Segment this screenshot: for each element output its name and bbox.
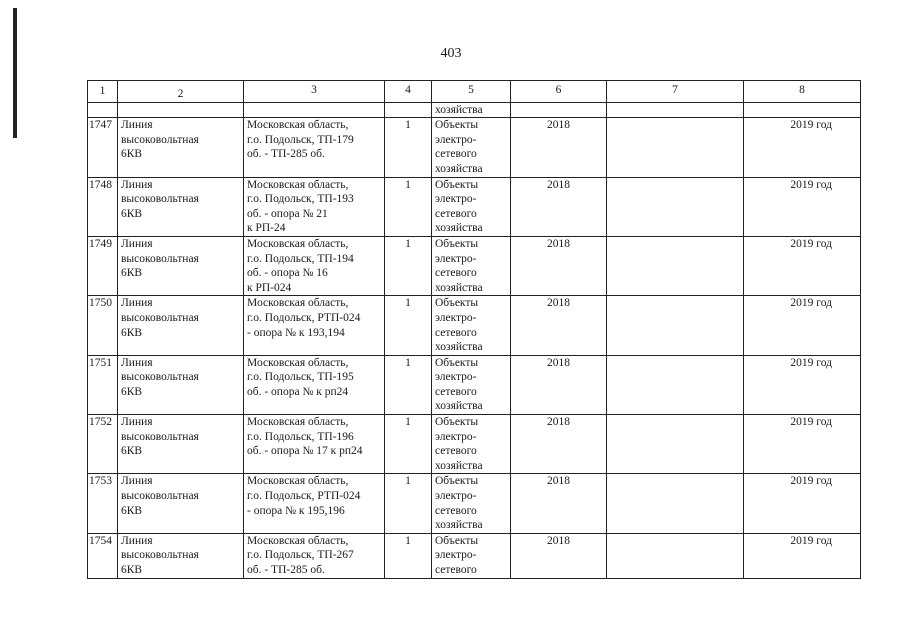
cell-period: 2019 год xyxy=(744,118,861,177)
table-row xyxy=(88,118,861,177)
cell-period: 2019 год xyxy=(744,474,861,533)
cell-line: к РП-24 xyxy=(247,222,286,235)
page-number: 403 xyxy=(440,46,462,61)
cell-line: высоковольтная xyxy=(121,490,199,503)
cell-line: высоковольтная xyxy=(121,311,199,324)
cell-category xyxy=(432,236,511,295)
cell xyxy=(511,102,607,118)
cell-number: 1748 xyxy=(88,177,118,236)
cell-line: Московская область, xyxy=(247,416,349,429)
cell-address xyxy=(244,474,385,533)
cell-name xyxy=(118,474,244,533)
cell-line: высоковольтная xyxy=(121,549,199,562)
cell-col7 xyxy=(607,236,744,295)
cell-line: г.о. Подольск, РТП-024 xyxy=(247,311,361,324)
cell-col7 xyxy=(607,415,744,474)
column-header: 4 xyxy=(385,81,432,103)
table-row xyxy=(88,474,861,533)
cell-year: 2018 xyxy=(511,177,607,236)
cell-name xyxy=(118,415,244,474)
cell-line: 6КВ xyxy=(121,326,143,339)
cell-line: сетевого xyxy=(435,148,477,161)
cell-line: 6КВ xyxy=(121,504,143,517)
cell-line: электро- xyxy=(435,133,477,146)
table-row xyxy=(88,355,861,414)
cell-quantity: 1 xyxy=(385,415,432,474)
column-header: 2 xyxy=(118,81,244,103)
table-row xyxy=(88,296,861,355)
cell-line: Линия xyxy=(121,237,153,250)
cell-line: Объекты xyxy=(435,534,479,547)
scan-border-mark xyxy=(13,8,17,138)
cell-line: об. - опора № 16 xyxy=(247,267,328,280)
cell-line: Московская область, xyxy=(247,297,349,310)
cell-line: высоковольтная xyxy=(121,193,199,206)
cell-line: Линия xyxy=(121,475,153,488)
cell-line: сетевого xyxy=(435,445,477,458)
cell-line: электро- xyxy=(435,371,477,384)
column-header: 3 xyxy=(244,81,385,103)
cell-line: г.о. Подольск, ТП-193 xyxy=(247,193,354,206)
cell-period: 2019 год xyxy=(744,415,861,474)
cell xyxy=(88,102,118,118)
cell-line: хозяйства xyxy=(435,162,483,175)
cell-address xyxy=(244,177,385,236)
column-header: 8 xyxy=(744,81,861,103)
cell-category xyxy=(432,533,511,578)
cell xyxy=(385,102,432,118)
cell-quantity: 1 xyxy=(385,236,432,295)
cell-quantity: 1 xyxy=(385,474,432,533)
cell-line: Объекты xyxy=(435,416,479,429)
cell-line: Московская область, xyxy=(247,119,349,132)
cell-period: 2019 год xyxy=(744,177,861,236)
cell-quantity: 1 xyxy=(385,118,432,177)
cell-line: 6КВ xyxy=(121,267,143,280)
cell-period: 2019 год xyxy=(744,355,861,414)
cell-line: хозяйства xyxy=(435,341,483,354)
cell-line: Московская область, xyxy=(247,178,349,191)
cell-line: 6КВ xyxy=(121,564,143,576)
cell-number: 1752 xyxy=(88,415,118,474)
cell-line: об. - опора № к рп24 xyxy=(247,385,349,398)
table-row xyxy=(88,533,861,578)
cell-line: г.о. Подольск, ТП-267 xyxy=(247,549,354,562)
table-row xyxy=(88,177,861,236)
column-header: 6 xyxy=(511,81,607,103)
cell-line: сетевого xyxy=(435,564,477,576)
cell-year: 2018 xyxy=(511,236,607,295)
cell-col7 xyxy=(607,355,744,414)
cell-name xyxy=(118,118,244,177)
cell-line: Линия xyxy=(121,119,153,132)
cell-col7 xyxy=(607,118,744,177)
cell-address xyxy=(244,355,385,414)
cell-quantity: 1 xyxy=(385,177,432,236)
cell-line: г.о. Подольск, ТП-196 xyxy=(247,430,354,443)
cell-period: 2019 год xyxy=(744,533,861,578)
cell-line: электро- xyxy=(435,193,477,206)
cell-number: 1754 xyxy=(88,533,118,578)
cell-name xyxy=(118,236,244,295)
cell-address xyxy=(244,118,385,177)
cell-line: электро- xyxy=(435,252,477,265)
cell-year: 2018 xyxy=(511,118,607,177)
cell-line: 6КВ xyxy=(121,148,143,161)
cell-year: 2018 xyxy=(511,533,607,578)
cell-line: Московская область, xyxy=(247,475,349,488)
continuation-row xyxy=(88,102,861,118)
cell-number: 1750 xyxy=(88,296,118,355)
cell-quantity: 1 xyxy=(385,533,432,578)
cell-address xyxy=(244,296,385,355)
cell-line: 6КВ xyxy=(121,445,143,458)
cell-line: г.о. Подольск, ТП-195 xyxy=(247,371,354,384)
cell-line: Объекты xyxy=(435,356,479,369)
cell-line: электро- xyxy=(435,549,477,562)
cell-col7 xyxy=(607,533,744,578)
cell-address xyxy=(244,415,385,474)
cell xyxy=(118,102,244,118)
cell-line: Московская область, xyxy=(247,356,349,369)
column-header: 1 xyxy=(88,81,118,103)
cell-year: 2018 xyxy=(511,355,607,414)
cell-line: сетевого xyxy=(435,326,477,339)
cell-line: к РП-024 xyxy=(247,281,292,294)
cell-category: хозяйства xyxy=(432,102,511,118)
cell-line: хозяйства xyxy=(435,519,483,532)
cell-line: высоковольтная xyxy=(121,133,199,146)
cell xyxy=(607,102,744,118)
cell-line: хозяйства xyxy=(435,459,483,472)
cell-line: высоковольтная xyxy=(121,252,199,265)
cell-category xyxy=(432,296,511,355)
cell-line: Линия xyxy=(121,416,153,429)
cell-category xyxy=(432,118,511,177)
cell-line: хозяйства xyxy=(435,281,483,294)
cell-line: Объекты xyxy=(435,119,479,132)
cell-year: 2018 xyxy=(511,474,607,533)
cell-line: - опора № к 193,194 xyxy=(247,326,345,339)
cell-line: 6КВ xyxy=(121,385,143,398)
table-header-row xyxy=(88,81,861,103)
cell-line: сетевого xyxy=(435,207,477,220)
cell-line: высоковольтная xyxy=(121,371,199,384)
cell-line: г.о. Подольск, ТП-194 xyxy=(247,252,354,265)
cell-year: 2018 xyxy=(511,296,607,355)
cell-line: хозяйства xyxy=(435,222,483,235)
cell-line: об. - ТП-285 об. xyxy=(247,148,325,161)
cell-year: 2018 xyxy=(511,415,607,474)
cell-line: электро- xyxy=(435,490,477,503)
cell-line: - опора № к 195,196 xyxy=(247,504,345,517)
cell-line: г.о. Подольск, РТП-024 xyxy=(247,490,361,503)
cell-line: Линия xyxy=(121,356,153,369)
cell-name xyxy=(118,296,244,355)
cell-period: 2019 год xyxy=(744,236,861,295)
cell-col7 xyxy=(607,474,744,533)
cell-line: электро- xyxy=(435,311,477,324)
cell-name xyxy=(118,355,244,414)
cell-col7 xyxy=(607,177,744,236)
cell-line: об. - опора № 21 xyxy=(247,207,328,220)
cell-line: об. - ТП-285 об. xyxy=(247,564,325,576)
cell-line: 6КВ xyxy=(121,207,143,220)
cell-line: Московская область, xyxy=(247,237,349,250)
cell-line: Объекты xyxy=(435,237,479,250)
cell-col7 xyxy=(607,296,744,355)
cell-line: сетевого xyxy=(435,385,477,398)
cell-name xyxy=(118,533,244,578)
cell-number: 1747 xyxy=(88,118,118,177)
cell-period: 2019 год xyxy=(744,296,861,355)
cell-line: Объекты xyxy=(435,178,479,191)
cell-name xyxy=(118,177,244,236)
cell-line: Линия xyxy=(121,178,153,191)
column-header: 7 xyxy=(607,81,744,103)
cell-category xyxy=(432,355,511,414)
cell-number: 1749 xyxy=(88,236,118,295)
registry-table xyxy=(87,80,861,579)
cell-category xyxy=(432,474,511,533)
cell-address xyxy=(244,236,385,295)
cell-line: Объекты xyxy=(435,297,479,310)
cell-number: 1753 xyxy=(88,474,118,533)
cell xyxy=(244,102,385,118)
cell-line: Линия xyxy=(121,534,153,547)
cell-quantity: 1 xyxy=(385,355,432,414)
cell-line: электро- xyxy=(435,430,477,443)
cell-line: сетевого xyxy=(435,504,477,517)
cell-line: г.о. Подольск, ТП-179 xyxy=(247,133,354,146)
cell-line: хозяйства xyxy=(435,400,483,413)
cell-number: 1751 xyxy=(88,355,118,414)
cell-category xyxy=(432,177,511,236)
cell-address xyxy=(244,533,385,578)
cell-line: Объекты xyxy=(435,475,479,488)
cell-line: Московская область, xyxy=(247,534,349,547)
table-row xyxy=(88,415,861,474)
column-header: 5 xyxy=(432,81,511,103)
cell-line: высоковольтная xyxy=(121,430,199,443)
cell-line: сетевого xyxy=(435,267,477,280)
cell-quantity: 1 xyxy=(385,296,432,355)
cell-line: Линия xyxy=(121,297,153,310)
cell-line: об. - опора № 17 к рп24 xyxy=(247,445,363,458)
table-row xyxy=(88,236,861,295)
cell xyxy=(744,102,861,118)
cell-category xyxy=(432,415,511,474)
